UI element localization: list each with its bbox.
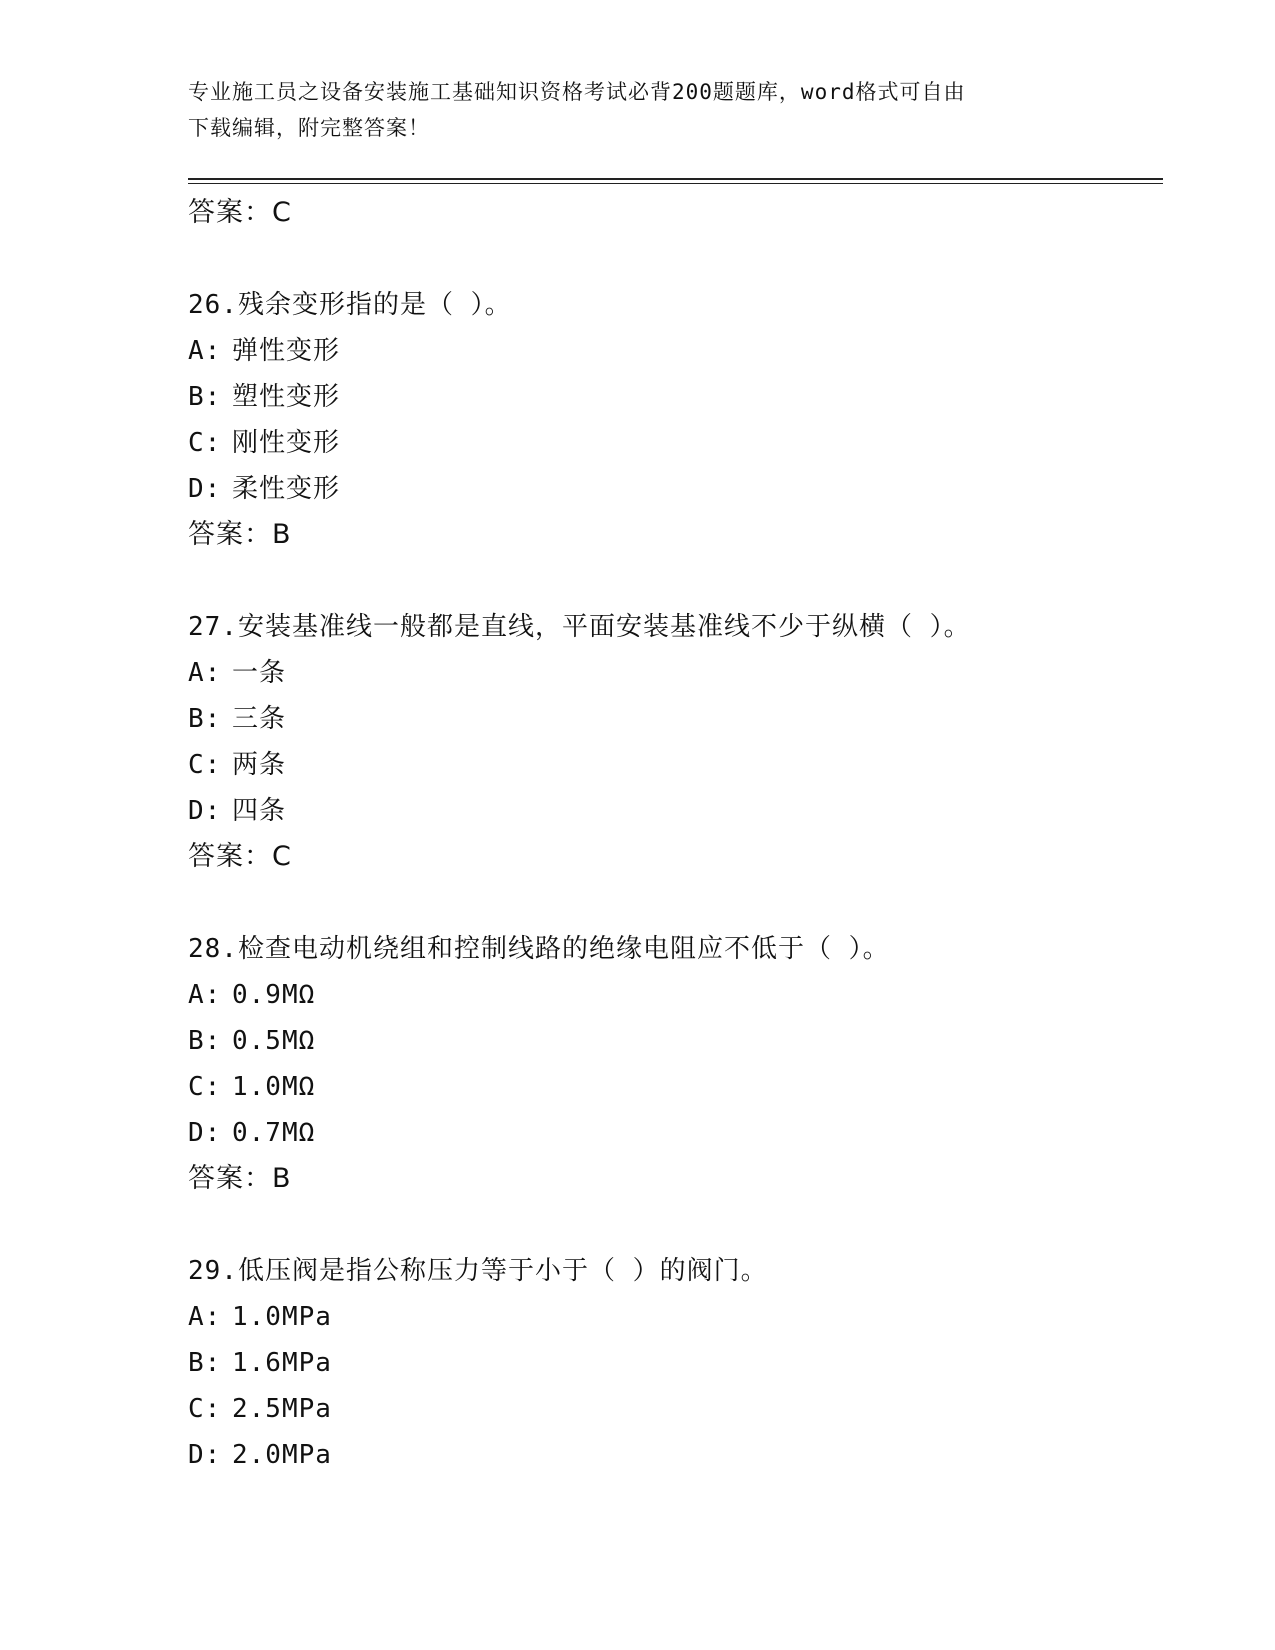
option-text: 塑性变形	[232, 382, 341, 412]
option-b	[188, 696, 1163, 742]
option-letter: D:	[188, 1118, 222, 1148]
option-b	[188, 1340, 1163, 1386]
option-letter: A:	[188, 1302, 222, 1332]
question-text: 27.安装基准线一般都是直线，平面安装基准线不少于纵横（ ）。	[188, 612, 971, 642]
option-letter: B:	[188, 382, 222, 412]
answer-line	[188, 512, 1163, 558]
option-c	[188, 1386, 1163, 1432]
option-letter: A:	[188, 336, 222, 366]
answer-value: B	[272, 519, 292, 550]
option-c	[188, 742, 1163, 788]
question-text: 26.残余变形指的是（ ）。	[188, 290, 512, 320]
option-text: 1.0MPa	[232, 1302, 332, 1332]
spacer	[188, 1202, 1163, 1248]
option-letter: C:	[188, 750, 222, 780]
option-text: 两条	[232, 750, 287, 780]
question-block	[188, 926, 1163, 1202]
option-c	[188, 1064, 1163, 1110]
option-letter: D:	[188, 1440, 222, 1470]
option-text: 0.9MΩ	[232, 980, 316, 1010]
answer-label: 答案：	[188, 519, 272, 550]
option-b	[188, 374, 1163, 420]
answer-value: C	[272, 841, 292, 872]
option-b	[188, 1018, 1163, 1064]
option-text: 刚性变形	[232, 428, 341, 458]
spacer	[188, 236, 1163, 282]
option-d	[188, 1432, 1163, 1478]
option-letter: D:	[188, 796, 222, 826]
option-letter: B:	[188, 704, 222, 734]
spacer	[188, 880, 1163, 926]
header-line-2: 下载编辑，附完整答案！	[188, 116, 430, 140]
question-block	[188, 604, 1163, 880]
option-d	[188, 1110, 1163, 1156]
header-line-1: 专业施工员之设备安装施工基础知识资格考试必背200题题库，word格式可自由	[188, 80, 966, 104]
answer-value: C	[272, 197, 292, 228]
question-list	[188, 190, 1163, 1478]
answer-label: 答案：	[188, 197, 272, 228]
answer-label: 答案：	[188, 841, 272, 872]
question-block	[188, 282, 1163, 558]
option-letter: C:	[188, 428, 222, 458]
option-a	[188, 1294, 1163, 1340]
option-text: 1.0MΩ	[232, 1072, 316, 1102]
header-divider-thick	[188, 178, 1163, 180]
option-letter: D:	[188, 474, 222, 504]
option-text: 三条	[232, 704, 287, 734]
question-block	[188, 1248, 1163, 1478]
option-text: 2.0MPa	[232, 1440, 332, 1470]
option-text: 柔性变形	[232, 474, 341, 504]
option-text: 0.7MΩ	[232, 1118, 316, 1148]
option-a	[188, 328, 1163, 374]
spacer	[188, 558, 1163, 604]
answer-label: 答案：	[188, 1163, 272, 1194]
header-divider-thin	[188, 183, 1163, 184]
option-text: 一条	[232, 658, 287, 688]
option-text: 2.5MPa	[232, 1394, 332, 1424]
option-d	[188, 466, 1163, 512]
option-letter: A:	[188, 980, 222, 1010]
answer-line	[188, 190, 1163, 236]
option-d	[188, 788, 1163, 834]
answer-line	[188, 834, 1163, 880]
document-header	[188, 74, 1088, 146]
option-text: 四条	[232, 796, 287, 826]
option-letter: C:	[188, 1394, 222, 1424]
answer-value: B	[272, 1163, 292, 1194]
option-letter: C:	[188, 1072, 222, 1102]
option-text: 弹性变形	[232, 336, 341, 366]
option-a	[188, 650, 1163, 696]
option-text: 1.6MPa	[232, 1348, 332, 1378]
option-c	[188, 420, 1163, 466]
question-text: 29.低压阀是指公称压力等于小于（ ）的阀门。	[188, 1256, 768, 1286]
option-letter: B:	[188, 1348, 222, 1378]
option-a	[188, 972, 1163, 1018]
answer-line	[188, 1156, 1163, 1202]
option-text: 0.5MΩ	[232, 1026, 316, 1056]
question-text: 28.检查电动机绕组和控制线路的绝缘电阻应不低于（ ）。	[188, 934, 890, 964]
option-letter: A:	[188, 658, 222, 688]
option-letter: B:	[188, 1026, 222, 1056]
